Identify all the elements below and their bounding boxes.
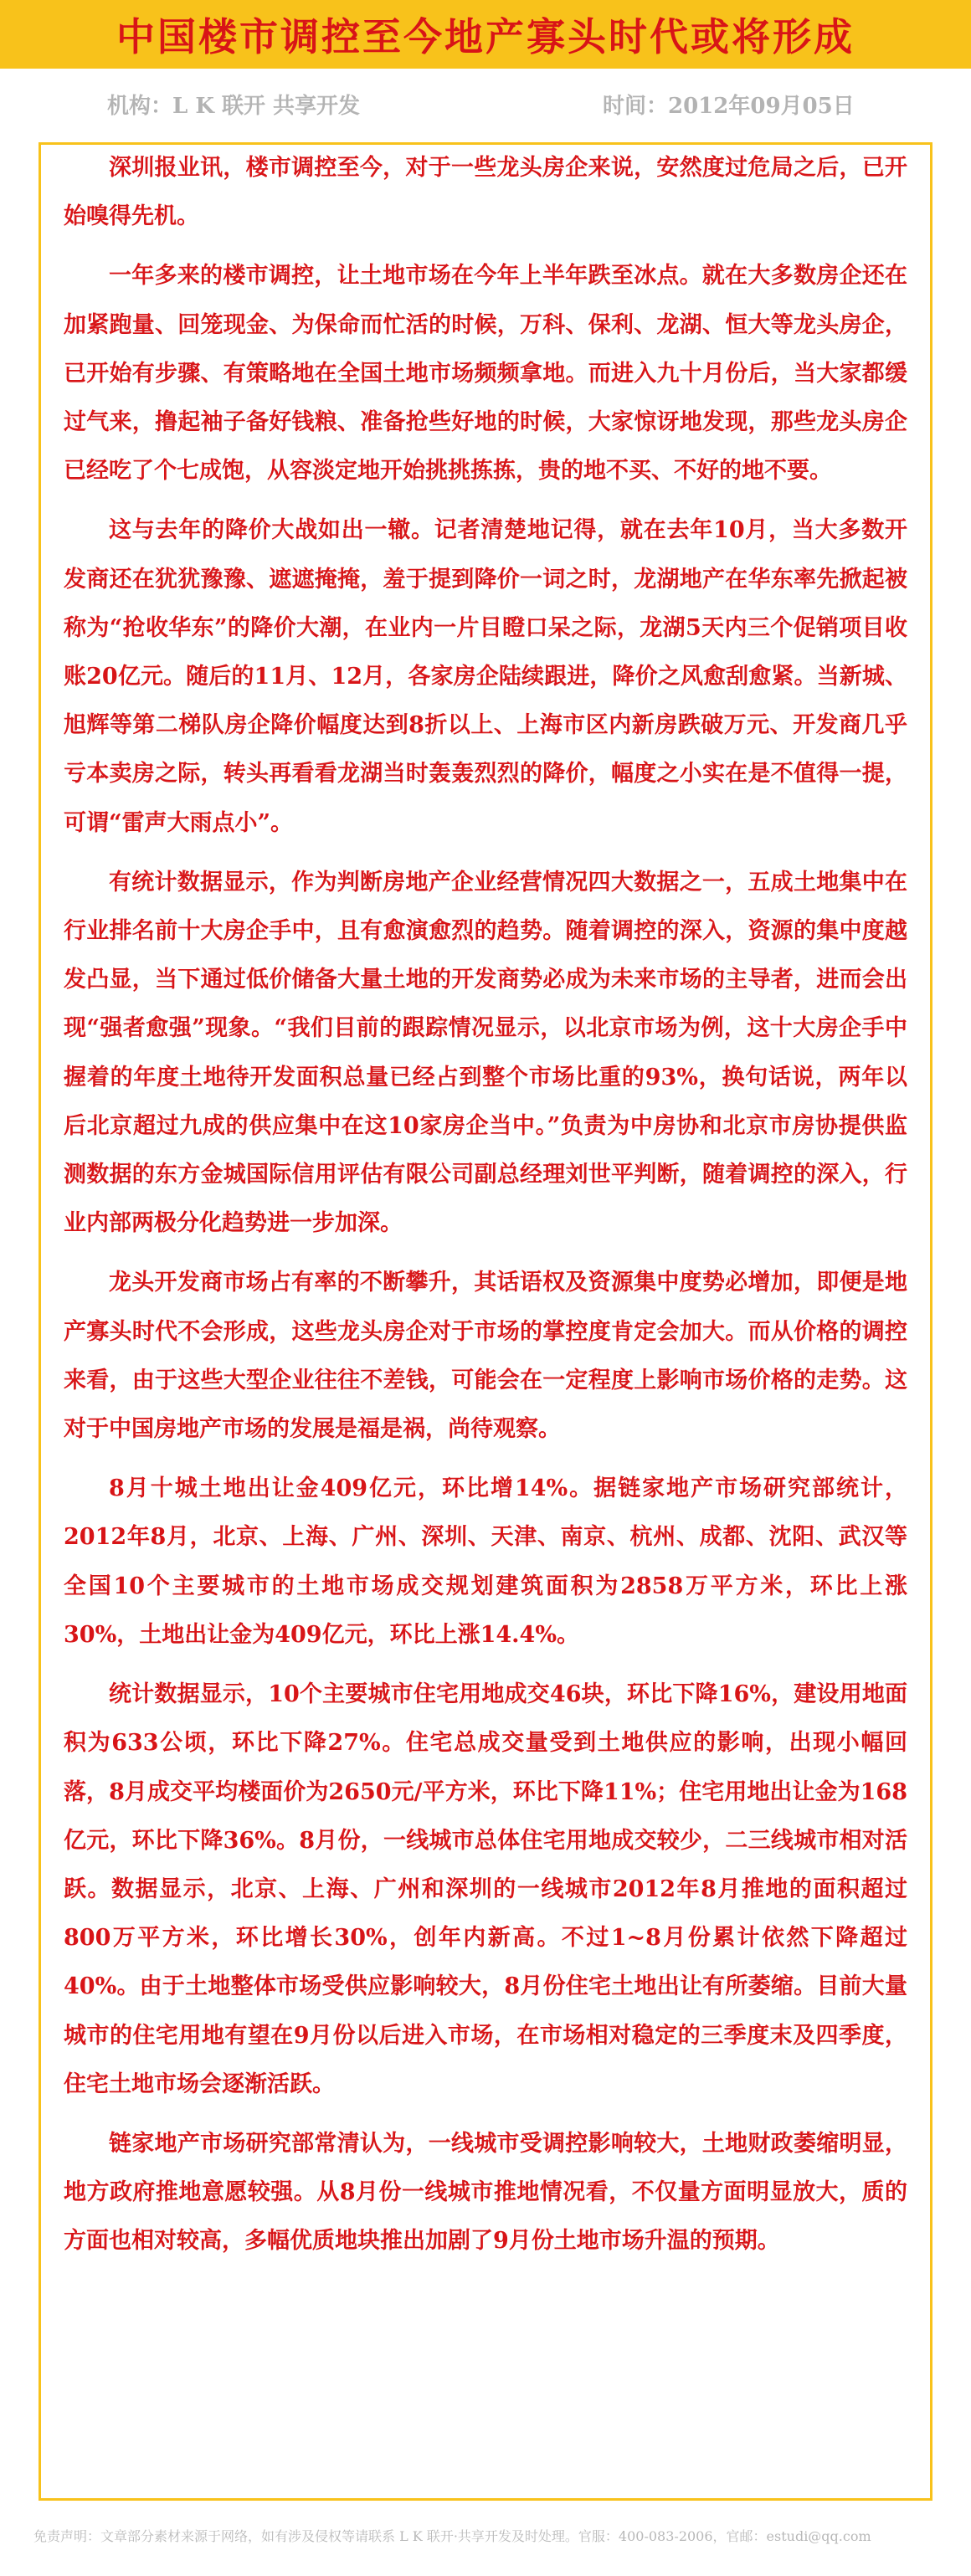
page-title: 中国楼市调控至今地产寡头时代或将形成 — [116, 14, 855, 59]
paragraph: 这与去年的降价大战如出一辙。记者清楚地记得，就在去年10月，当大多数开发商还在犹犹豫豫、遮遮掩掩，羞于提到降价一词之时，龙湖地产在华东率先掀起被称为“抢收华东”的降价大潮，在业内一片目瞪口呆之际，龙湖5天内三个促销项目收账20亿元。随后的11月、12月，各家房企陆续跟进，降价之风愈刮愈紧。当新城、旭辉等第二梯队房企降价幅度达到8折以上、上海市区内新房跌破万元、开发商几乎亏本卖房之际，转头再看看龙湖当时轰轰烈烈的降价，幅度之小实在是不值得一提，可谓“雷声大雨点小”。 — [64, 517, 907, 836]
paragraph: 统计数据显示，10个主要城市住宅用地成交46块，环比下降16%，建设用地面积为633公顷，环比下降27%。住宅总成交量受到土地供应的影响，出现小幅回落，8月成交平均楼面价为2650元/平方米，环比下降11%；住宅用地出让金为168亿元，环比下降36%。8月份，一线城市总体住宅用地成交较少，二三线城市相对活跃。数据显示，北京、上海、广州和深圳的一线城市2012年8月推地的面积超过800万平方米，环比增长30%，创年内新高。不过1~8月份累计依然下降超过40%。由于土地整体市场受供应影响较大，8月份住宅土地出让有所萎缩。目前大量城市的住宅用地有望在9月份以后进入市场，在市场相对稳定的三季度末及四季度，住宅土地市场会逐渐活跃。 — [64, 1681, 907, 2097]
title-banner — [0, 0, 971, 69]
paragraph: 深圳报业讯，楼市调控至今，对于一些龙头房企来说，安然度过危局之后，已开始嗅得先机。 — [64, 155, 907, 230]
publish-time: 时间：2012年09月05日 — [603, 94, 855, 119]
paragraph: 8月十城土地出让金409亿元，环比增14%。据链家地产市场研究部统计，2012年8月，北京、上海、广州、深圳、天津、南京、杭州、成都、沈阳、武汉等全国10个主要城市的土地市场成交规划建筑面积为2858万平方米，环比上涨30%，土地出让金为409亿元，环比上涨14.4%。 — [64, 1475, 907, 1648]
article-body — [64, 144, 907, 2277]
meta-row — [0, 80, 971, 131]
organization-label: 机构：L K 联开 共享开发 — [107, 94, 361, 119]
paragraph: 龙头开发商市场占有率的不断攀升，其话语权及资源集中度势必增加，即便是地产寡头时代不会形成，这些龙头房企对于市场的掌控度肯定会加大。而从价格的调控来看，由于这些大型企业往往不差钱，可能会在一定程度上影响市场价格的走势。这对于中国房地产市场的发展是福是祸，尚待观察。 — [64, 1270, 907, 1443]
paragraph: 链家地产市场研究部常清认为，一线城市受调控影响较大，土地财政萎缩明显，地方政府推地意愿较强。从8月份一线城市推地情况看，不仅量方面明显放大，质的方面也相对较高，多幅优质地块推出加剧了9月份土地市场升温的预期。 — [64, 2130, 907, 2255]
paragraph: 一年多来的楼市调控，让土地市场在今年上半年跌至冰点。就在大多数房企还在加紧跑量、回笼现金、为保命而忙活的时候，万科、保利、龙湖、恒大等龙头房企，已开始有步骤、有策略地在全国土地市场频频拿地。而进入九十月份后，当大家都缓过气来，撸起袖子备好钱粮、准备抢些好地的时候，大家惊讶地发现，那些龙头房企已经吃了个七成饱，从容淡定地开始挑挑拣拣，贵的地不买、不好的地不要。 — [64, 263, 907, 485]
disclaimer-footer: 免责声明：文章部分素材来源于网络，如有涉及侵权等请联系 L K 联开·共享开发及时处理。官服：400-083-2006，官邮：estudi@qq.com — [33, 2528, 871, 2544]
paragraph: 有统计数据显示，作为判断房地产企业经营情况四大数据之一，五成土地集中在行业排名前十大房企手中，且有愈演愈烈的趋势。随着调控的深入，资源的集中度越发凸显，当下通过低价储备大量土地的开发商势必成为未来市场的主导者，进而会出现“强者愈强”现象。“我们目前的跟踪情况显示，以北京市场为例，这十大房企手中握着的年度土地待开发面积总量已经占到整个市场比重的93%，换句话说，两年以后北京超过九成的供应集中在这10家房企当中。”负责为中房协和北京市房协提供监测数据的东方金城国际信用评估有限公司副总经理刘世平判断，随着调控的深入，行业内部两极分化趋势进一步加深。 — [64, 869, 907, 1237]
